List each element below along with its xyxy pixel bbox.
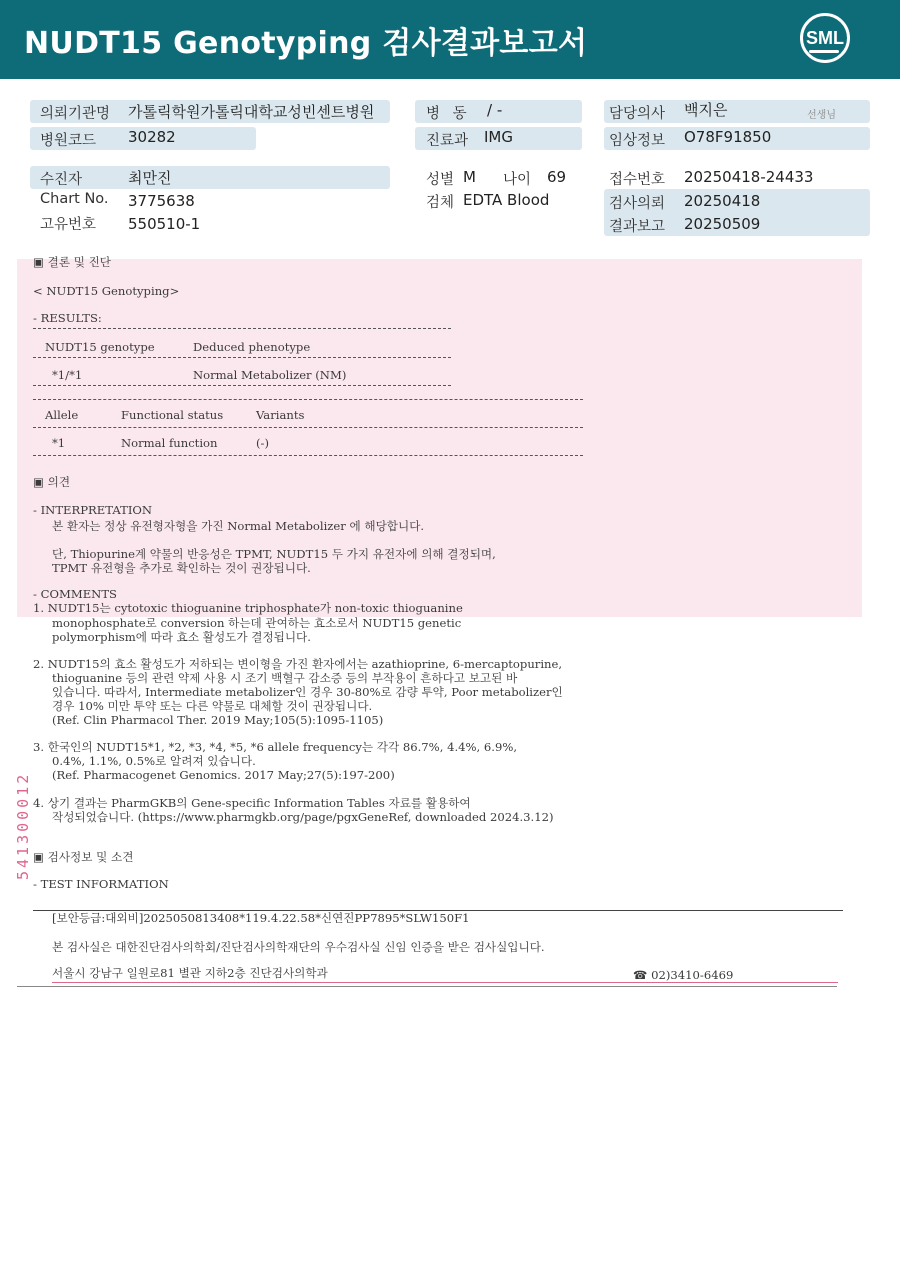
- interpretation-line-2: 단, Thiopurine계 약물의 반응성은 TPMT, NUDT15 두 가지 유전자에 의해 결정되며,: [52, 547, 496, 561]
- side-serial-number: 541300012: [14, 771, 32, 880]
- comment-3-line-3: (Ref. Pharmacogenet Genomics. 2017 May;27(5):197-200): [52, 768, 395, 782]
- age-value: 69: [547, 168, 567, 186]
- test-name: < NUDT15 Genotyping>: [33, 284, 180, 298]
- institution-value: 가톨릭학원가톨릭대학교성빈센트병원: [128, 103, 375, 121]
- divider-footer-pink: [52, 982, 838, 983]
- age-label: 나이: [503, 172, 532, 188]
- specimen-value: EDTA Blood: [463, 191, 550, 209]
- interpretation-label: - INTERPRETATION: [33, 503, 153, 517]
- chart-label: Chart No.: [40, 191, 109, 207]
- interpretation-line-1: 본 환자는 정상 유전형자형을 가진 Normal Metabolizer 에 해당합니다.: [52, 519, 425, 533]
- section-opinion: ▣ 의견: [33, 475, 71, 489]
- doctor-label: 담당의사: [609, 106, 666, 122]
- comment-4-line-2: 작성되었습니다. (https://www.pharmgkb.org/page/pgxGeneRef, downloaded 2024.3.12): [52, 810, 554, 824]
- divider-6: [33, 455, 583, 456]
- divider-3: [33, 385, 451, 386]
- request-value: 20250418: [684, 192, 761, 210]
- hospital-code-label: 병원코드: [40, 133, 97, 149]
- clinical-value: O78F91850: [684, 128, 772, 146]
- comment-2-line-3: 있습니다. 따라서, Intermediate metabolizer인 경우 30-80%로 감량 투약, Poor metabolizer인: [52, 685, 563, 699]
- logo-text: SML: [806, 28, 844, 48]
- results-label: - RESULTS:: [33, 311, 102, 325]
- unique-label: 고유번호: [40, 217, 97, 233]
- divider-2: [33, 357, 451, 358]
- info-bar-patient: [30, 166, 390, 189]
- report-date-label: 결과보고: [609, 219, 666, 235]
- dept-value: IMG: [484, 128, 513, 146]
- sex-value: M: [463, 168, 476, 186]
- divider-5: [33, 427, 583, 428]
- hospital-code-value: 30282: [128, 128, 176, 146]
- section-test-info: ▣ 검사정보 및 소견: [33, 850, 134, 864]
- comment-1-line-2: monophosphate로 conversion 하는데 관여하는 효소로서 NUDT15 genetic: [52, 616, 462, 630]
- chart-value: 3775638: [128, 192, 195, 210]
- section-conclusion: ▣ 결론 및 진단: [33, 255, 112, 269]
- comment-1-line-1: 1. NUDT15는 cytotoxic thioguanine triphosphate가 non-toxic thioguanine: [33, 601, 463, 615]
- comment-2-line-4: 경우 10% 미만 투약 또는 다른 약물로 대체할 것이 권장됩니다.: [52, 699, 373, 713]
- institution-label: 의뢰기관명: [40, 106, 111, 122]
- lab-address: 서울시 강남구 일원로81 별관 지하2층 진단검사의학과: [52, 966, 328, 980]
- divider-footer-gray: [17, 986, 837, 987]
- unique-value: 550510-1: [128, 215, 201, 233]
- genotype-value: *1/*1: [52, 368, 83, 382]
- col-allele: Allele: [45, 408, 79, 422]
- security-line: [보안등급:대외비]2025050813408*119.4.22.58*신연진PP7895*SLW150F1: [52, 911, 470, 925]
- sml-logo: [800, 13, 850, 63]
- receipt-label: 접수번호: [609, 172, 666, 188]
- certification-text: 본 검사실은 대한진단검사의학회/진단검사의학재단의 우수검사실 신임 인증을 받은 검사실입니다.: [52, 940, 545, 954]
- col-phenotype: Deduced phenotype: [193, 340, 311, 354]
- col-functional: Functional status: [121, 408, 224, 422]
- comment-3-line-2: 0.4%, 1.1%, 0.5%로 알려져 있습니다.: [52, 754, 256, 768]
- report-date-value: 20250509: [684, 215, 761, 233]
- comment-1-line-3: polymorphism에 따라 효소 활성도가 결정됩니다.: [52, 630, 311, 644]
- report-title: NUDT15 Genotyping 검사결과보고서: [24, 26, 588, 61]
- doctor-value: 백지은: [684, 101, 728, 119]
- receipt-value: 20250418-24433: [684, 168, 814, 186]
- col-variants: Variants: [256, 408, 305, 422]
- test-info-label: - TEST INFORMATION: [33, 877, 169, 891]
- variants-value: (-): [256, 436, 269, 450]
- interpretation-line-3: TPMT 유전형을 추가로 확인하는 것이 권장됩니다.: [52, 561, 311, 575]
- doctor-suffix: 선생님: [807, 110, 836, 121]
- clinical-label: 임상정보: [609, 133, 666, 149]
- lab-phone: ☎ 02)3410-6469: [633, 968, 734, 982]
- col-genotype: NUDT15 genotype: [45, 340, 155, 354]
- comment-2-line-5: (Ref. Clin Pharmacol Ther. 2019 May;105(5):1095-1105): [52, 713, 384, 727]
- comment-2-line-2: thioguanine 등의 관련 약제 사용 시 조기 백혈구 감소증 등의 부작용이 흔하다고 보고된 바: [52, 671, 518, 685]
- comment-3-line-1: 3. 한국인의 NUDT15*1, *2, *3, *4, *5, *6 allele frequency는 각각 86.7%, 4.4%, 6.9%,: [33, 740, 518, 754]
- comments-label: - COMMENTS: [33, 587, 118, 601]
- comment-2-line-1: 2. NUDT15의 효소 활성도가 저하되는 변이형을 가진 환자에서는 azathioprine, 6-mercaptopurine,: [33, 657, 563, 671]
- ward-value: / -: [487, 101, 503, 119]
- comment-4-line-1: 4. 상기 결과는 PharmGKB의 Gene-specific Information Tables 자료를 활용하여: [33, 796, 471, 810]
- patient-value: 최만진: [128, 169, 172, 187]
- patient-label: 수진자: [40, 172, 83, 188]
- allele-value: *1: [52, 436, 66, 450]
- phenotype-value: Normal Metabolizer (NM): [193, 368, 347, 382]
- dept-label: 진료과: [426, 133, 469, 149]
- divider-4: [33, 399, 583, 400]
- ward-label: 병 동: [426, 106, 467, 122]
- functional-value: Normal function: [121, 436, 218, 450]
- specimen-label: 검체: [426, 195, 455, 211]
- divider-1: [33, 328, 451, 329]
- sex-label: 성별: [426, 172, 455, 188]
- request-label: 검사의뢰: [609, 196, 666, 212]
- report-header: [0, 0, 900, 79]
